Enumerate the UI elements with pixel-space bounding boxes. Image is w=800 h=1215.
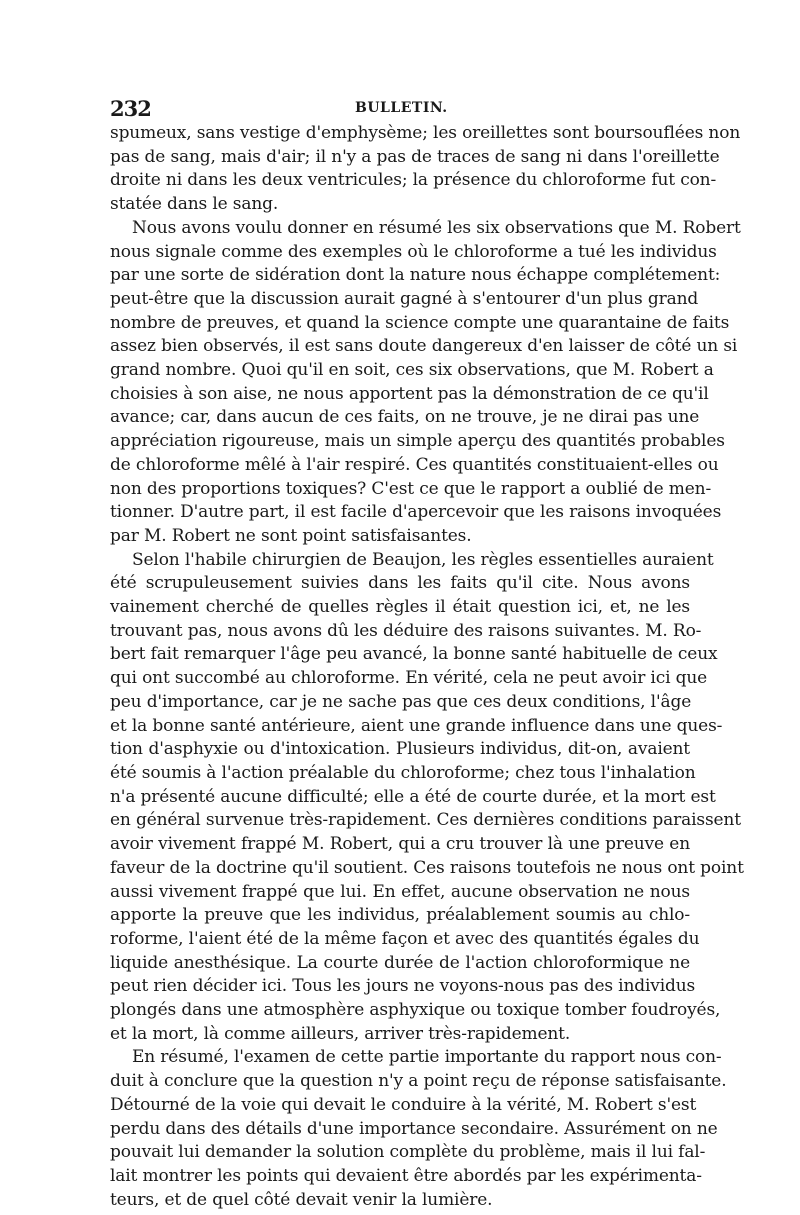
text-line: trouvant pas, nous avons dû les déduire des raisons suivantes. M. Ro- [110, 620, 702, 641]
text-line: liquide anesthésique. La courte durée de l'action chloroformique ne [110, 952, 690, 973]
text-line: peu d'importance, car je ne sache pas que ces deux conditions, l'âge [110, 691, 692, 712]
running-title: BULLETIN. [355, 100, 448, 116]
text-line: été soumis à l'action préalable du chloroforme; chez tous l'inhalation [110, 762, 696, 783]
text-line: perdu dans des détails d'une importance secondaire. Assurément on ne [110, 1118, 718, 1139]
text-line: et la bonne santé antérieure, aient une grande influence dans une ques- [110, 715, 723, 736]
text-line: bert fait remarquer l'âge peu avancé, la bonne santé habituelle de ceux [110, 644, 718, 665]
text-line: tionner. D'autre part, il est facile d'apercevoir que les raisons invoquées [110, 502, 722, 523]
text-line: duit à conclure que la question n'y a point reçu de réponse satisfaisante. [110, 1071, 727, 1092]
text-line: aussi vivement frappé que lui. En effet, aucune observation ne nous [110, 881, 690, 902]
text-line: Détourné de la voie qui devait le conduire à la vérité, M. Robert s'est [110, 1094, 697, 1115]
text-line: Nous avons voulu donner en résumé les six observations que M. Robert [132, 217, 741, 238]
text-line: choisies à son aise, ne nous apportent pas la démonstration de ce qu'il [110, 383, 709, 404]
text-line: En résumé, l'examen de cette partie importante du rapport nous con- [132, 1047, 722, 1068]
text-line: tion d'asphyxie ou d'intoxication. Plusieurs individus, dit-on, avaient [110, 739, 690, 760]
book-page [110, 96, 744, 1212]
text-line: teurs, et de quel côté devait venir la lumière. [110, 1189, 493, 1210]
text-line: en général survenue très-rapidement. Ces dernières conditions paraissent [110, 810, 741, 831]
text-line: nombre de preuves, et quand la science compte une quarantaine de faits [110, 312, 730, 333]
text-line: pas de sang, mais d'air; il n'y a pas de traces de sang ni dans l'oreillette [110, 146, 720, 167]
text-line: droite ni dans les deux ventricules; la présence du chloroforme fut con- [110, 170, 717, 191]
text-line: non des proportions toxiques? C'est ce que le rapport a oublié de men- [110, 478, 712, 499]
text-line: vainement cherché de quelles règles il était question ici, et, ne les [110, 597, 690, 618]
text-line: roforme, l'aient été de la même façon et avec des quantités égales du [110, 928, 700, 949]
text-line: n'a présenté aucune difficulté; elle a été de courte durée, et la mort est [110, 786, 716, 807]
text-line: lait montrer les points qui devaient être abordés par les expérimenta- [110, 1165, 702, 1186]
text-line: avance; car, dans aucun de ces faits, on ne trouve, je ne dirai pas une [110, 407, 700, 428]
text-line: appréciation rigoureuse, mais un simple aperçu des quantités probables [110, 431, 725, 452]
text-line: grand nombre. Quoi qu'il en soit, ces six observations, que M. Robert a [110, 360, 714, 381]
text-line: spumeux, sans vestige d'emphysème; les oreillettes sont boursouflées non [110, 123, 741, 143]
body-text [110, 122, 744, 1212]
text-line: Selon l'habile chirurgien de Beaujon, les règles essentielles auraient [132, 549, 714, 570]
text-line: nous signale comme des exemples où le chloroforme a tué les individus [110, 241, 717, 262]
text-line: avoir vivement frappé M. Robert, qui a cru trouver là une preuve en [110, 834, 690, 855]
text-line: statée dans le sang. [110, 194, 279, 215]
page-header [110, 96, 690, 122]
text-line: et la mort, là comme ailleurs, arriver très-rapidement. [110, 1023, 571, 1044]
text-line: peut rien décider ici. Tous les jours ne voyons-nous pas des individus [110, 976, 696, 997]
text-line: par M. Robert ne sont point satisfaisantes. [110, 525, 472, 546]
text-line: été scrupuleusement suivies dans les faits qu'il cite. Nous avons [110, 573, 690, 594]
text-line: faveur de la doctrine qu'il soutient. Ces raisons toutefois ne nous ont point [110, 857, 744, 878]
text-line: pouvait lui demander la solution complète du problème, mais il lui fal- [110, 1142, 706, 1163]
text-line: plongés dans une atmosphère asphyxique ou toxique tomber foudroyés, [110, 1000, 721, 1021]
text-line: assez bien observés, il est sans doute dangereux d'en laisser de côté un si [110, 336, 738, 357]
page-number: 232 [110, 96, 151, 121]
text-line: qui ont succombé au chloroforme. En vérité, cela ne peut avoir ici que [110, 668, 708, 689]
text-line: de chloroforme mêlé à l'air respiré. Ces quantités constituaient-elles ou [110, 454, 719, 475]
text-line: peut-être que la discussion aurait gagné à s'entourer d'un plus grand [110, 288, 699, 309]
text-line: par une sorte de sidération dont la nature nous échappe complétement: [110, 265, 721, 286]
text-line: apporte la preuve que les individus, préalablement soumis au chlo- [110, 905, 690, 926]
